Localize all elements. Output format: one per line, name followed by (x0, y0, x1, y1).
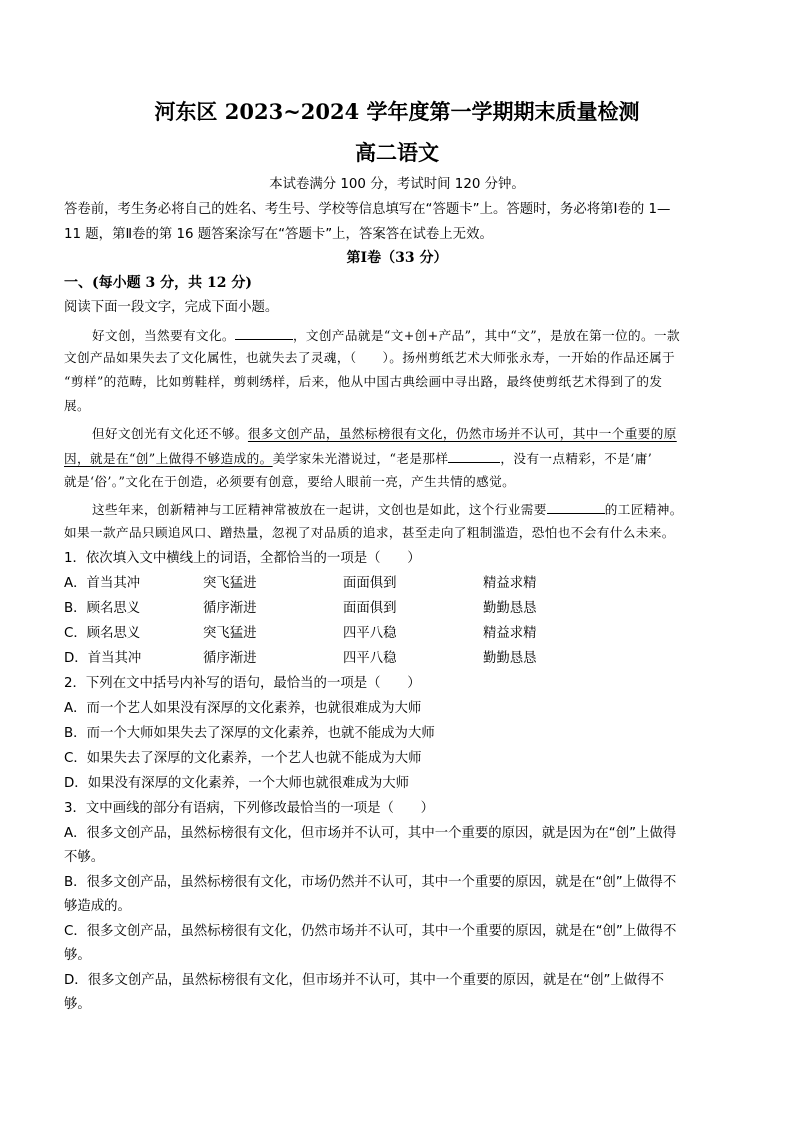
option-text: C．很多文创产品，虽然标榜很有文化，仍然市场并不认可，其中一个重要的原因，就是在“创”上做得不 (64, 924, 677, 939)
option-word: 精益求精 (483, 576, 537, 591)
option-word: 循序渐进 (203, 651, 257, 666)
question-stem: 2．下列在文中括号内补写的语句，最恰当的一项是（ ） (64, 676, 421, 691)
option-text: D．如果没有深厚的文化素养，一个大师也就很难成为大师 (64, 776, 410, 791)
option-text: 够。 (64, 997, 91, 1012)
option-word: 四平八稳 (343, 651, 397, 666)
passage-text: 这些年来，创新精神与工匠精神常被放在一起讲，文创也是如此，这个行业需要 (92, 502, 547, 517)
passage-line (92, 326, 680, 345)
question-stem: 3．文中画线的部分有语病，下列修改最恰当的一项是（ ） (64, 801, 435, 816)
underlined-sentence: 很多文创产品，虽然标榜很有文化，仍然市场并不认可，其中一个重要的原 (247, 426, 677, 441)
exam-note: 本试卷满分 100 分，考试时间 120 分钟。 (269, 177, 525, 192)
option-word: 面面俱到 (343, 576, 397, 591)
option-word: 勤勤恳恳 (483, 651, 537, 666)
passage-line (92, 500, 683, 519)
option-word: 突飞猛进 (203, 626, 257, 641)
question-stem: 1．依次填入文中横线上的词语，全都恰当的一项是（ ） (64, 551, 421, 566)
section-lead: 阅读下面一段文字，完成下面小题。 (64, 300, 279, 315)
passage-text: 美学家朱光潜说过，“老是那样 (272, 451, 449, 466)
option-word: 精益求精 (483, 626, 537, 641)
passage-line: “剪样”的范畴，比如剪鞋样，剪刺绣样，后来，他从中国古典绘画中寻出路，最终使剪纸艺术得到了的发 (64, 374, 663, 389)
instructions-line-2: 11 题，第Ⅱ卷的第 16 题答案涂写在“答题卡”上，答案答在试卷上无效。 (64, 227, 493, 242)
option-text: A．而一个艺人如果没有深厚的文化素养，也就很难成为大师 (64, 701, 422, 716)
passage-text: 好文创，当然要有文化。 (92, 328, 235, 343)
passage-line (64, 449, 652, 468)
option-label: C．顾名思义 (64, 626, 141, 641)
option-word: 突飞猛进 (203, 576, 257, 591)
option-text: D．很多文创产品，虽然标榜很有文化，但市场并不认可，其中一个重要的原因，就是在“创”上做得不 (64, 973, 664, 988)
option-word: 面面俱到 (343, 601, 397, 616)
option-text: C．如果失去了深厚的文化素养，一个艺人也就不能成为大师 (64, 751, 422, 766)
option-word: 循序渐进 (203, 601, 257, 616)
option-word: 勤勤恳恳 (483, 601, 537, 616)
option-label: B．顾名思义 (64, 601, 141, 616)
section-heading: 一、(每小题 3 分，共 12 分) (64, 275, 252, 291)
exam-title: 河东区 2023~2024 学年度第一学期期末质量检测 (154, 99, 640, 124)
passage-line: 展。 (64, 398, 90, 413)
passage-line (92, 425, 677, 443)
passage-text: ，文创产品就是“文+创+产品”，其中“文”，是放在第一位的。一款 (292, 328, 681, 343)
fill-blank (235, 326, 293, 340)
option-word: 四平八稳 (343, 626, 397, 641)
passage-line: 文创产品如果失去了文化属性，也就失去了灵魂，（ ）。扬州剪纸艺术大师张永寿，一开始的作品还属于 (64, 350, 676, 365)
option-text: B．而一个大师如果失去了深厚的文化素养，也就不能成为大师 (64, 726, 435, 741)
option-text: 不够。 (64, 850, 105, 865)
passage-line: 如果一款产品只顾追风口、蹭热量，忽视了对品质的追求，甚至走向了粗制滥造，恐怕也不会有什么未来。 (64, 525, 675, 540)
passage-text: 但好文创光有文化还不够。 (92, 426, 248, 441)
option-text: 够造成的。 (64, 899, 131, 914)
option-text: 够。 (64, 948, 91, 963)
fill-blank (448, 449, 500, 463)
exam-subject: 高二语文 (355, 140, 439, 165)
passage-text: ，没有一点精彩，不是‘庸’ (500, 451, 653, 466)
instructions-line-1: 答卷前，考生务必将自己的姓名、考生号、学校等信息填写在“答题卡”上。答题时，务必将第Ⅰ卷的 1— (64, 202, 671, 217)
passage-text: 的工匠精神。 (604, 502, 683, 517)
option-label: A．首当其冲 (64, 576, 141, 591)
option-label: D．首当其冲 (64, 651, 142, 666)
fill-blank (547, 500, 605, 514)
volume-heading: 第Ⅰ卷（33 分） (346, 250, 448, 266)
passage-line: 就是‘俗’。”文化在于创造，必须要有创意，要给人眼前一亮，产生共情的感觉。 (64, 474, 516, 489)
underlined-sentence: 因，就是在“创”上做得不够造成的。 (64, 451, 273, 466)
option-text: B．很多文创产品，虽然标榜很有文化，市场仍然并不认可，其中一个重要的原因，就是在“创”上做得不 (64, 875, 677, 890)
option-text: A．很多文创产品，虽然标榜很有文化，但市场并不认可，其中一个重要的原因，就是因为在“创”上做得 (64, 826, 677, 841)
